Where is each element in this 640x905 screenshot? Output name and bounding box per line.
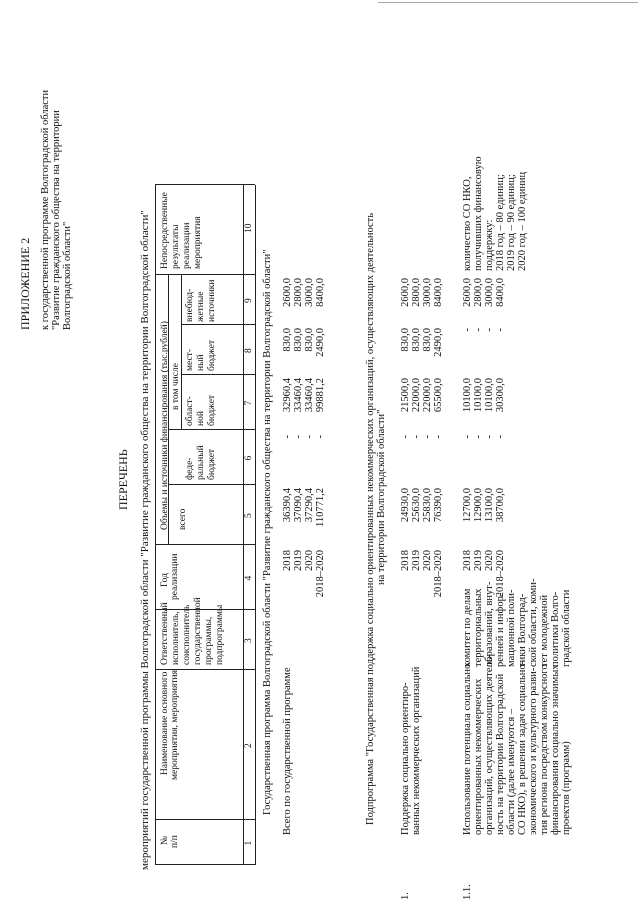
hdr-results-line: мероприятия [193, 216, 203, 269]
incl-divider [181, 275, 182, 430]
row11-regional-value: 10100,0 [473, 378, 484, 413]
total_row-years-value: 2020 [304, 550, 315, 571]
section-subprogram-2: на территории Волгоградской области" [376, 409, 387, 585]
total_row-federal-value: - [293, 435, 304, 439]
row11-executor-line: комитет по делам [462, 588, 473, 667]
row1-local-value: 830,0 [422, 328, 433, 352]
hdr-regional-line: бюджет [207, 394, 217, 426]
table-vline [155, 544, 255, 545]
row11-regional-value: 10100,0 [462, 378, 473, 413]
hdr-total: всего [178, 508, 188, 530]
hdr-results-line: Непосредственные [160, 192, 170, 269]
row11-local-value: - [484, 328, 495, 332]
row11-federal-value: - [484, 435, 495, 439]
hdr-results-line: результаты [171, 224, 181, 269]
row11-results-line: 2019 год – 90 единиц; [506, 174, 517, 271]
total_row-total-value: 110771,2 [315, 488, 326, 527]
total_row-local-value: 830,0 [282, 328, 293, 352]
row1-years-value: 2018 [400, 550, 411, 571]
column-number: 3 [244, 638, 254, 643]
total-row-name: Всего по государственной программе [282, 667, 293, 835]
total_row-years-value: 2018–2020 [315, 550, 326, 598]
row1-num: 1. [400, 892, 411, 900]
hdr-regional-line: ной [196, 411, 206, 426]
appendix-line-1: к государственной программе Волгоградской области [40, 89, 51, 330]
section-program: Государственная программа Волгоградской области "Развитие гражданского общества на территории Волгоградской области" [262, 249, 273, 815]
table-vline [155, 669, 255, 670]
row11-name-line: экономического и культурного разви- [528, 667, 539, 835]
row1-name-1: Поддержка социально ориентиро- [400, 682, 411, 835]
row11-executor-line: ренней и инфор- [495, 592, 506, 667]
row11-name-line: области (далее именуются – [506, 708, 517, 835]
column-number: 8 [244, 348, 254, 353]
funding-group-divider [168, 275, 169, 545]
row1-offbudget-value: 8400,0 [433, 278, 444, 307]
hdr-local-line: бюджет [207, 339, 217, 371]
hdr-local-line: ный [196, 354, 206, 371]
column-number: 1 [244, 840, 254, 846]
hdr-executor-line: Ответственный [160, 602, 170, 665]
hdr-local-line: мест- [185, 349, 195, 371]
doc-subtitle: мероприятий государственной программы Волгоградской области "Развитие гражданского общества на территории Волгоградской области" [139, 210, 151, 870]
total_row-years-value: 2019 [293, 550, 304, 571]
hdr-name-2: мероприятия, мероприятия [170, 670, 180, 780]
row11-executor-line: ской области, коми- [528, 578, 539, 667]
row11-offbudget-value: 2600,0 [462, 278, 473, 307]
row11-results-line: поддержку: [484, 219, 495, 271]
row1-local-value: 2490,0 [433, 328, 444, 357]
appendix-line-2: "Развитие гражданского общества на территории [51, 110, 62, 330]
total_row-regional-value: 33460,4 [304, 378, 315, 413]
row11-total-value: 38700,0 [495, 488, 506, 523]
table-vline [155, 864, 255, 865]
colnum-bottom-border [255, 185, 256, 865]
table-top-border [155, 185, 156, 865]
table-vline [181, 374, 255, 375]
row11-name-line: тия региона посредством конкурсного [539, 664, 550, 835]
total_row-local-value: 830,0 [304, 328, 315, 352]
total_row-regional-value: 33460,4 [293, 378, 304, 413]
row11-years-value: 2020 [484, 550, 495, 571]
total_row-years-value: 2018 [282, 550, 293, 571]
row11-federal-value: - [462, 435, 473, 439]
row11-results-line: количество СО НКО, [462, 176, 473, 271]
row1-federal-value: - [422, 435, 433, 439]
hdr-year-1: Год [160, 573, 170, 587]
row11-years-value: 2019 [473, 550, 484, 571]
row1-regional-value: 22000,0 [422, 378, 433, 413]
column-number: 4 [244, 575, 254, 581]
row11-years-value: 2018–2020 [495, 550, 506, 598]
row11-total-value: 13100,0 [484, 488, 495, 523]
table-vline [155, 274, 255, 275]
hdr-regional-line: област- [185, 396, 195, 426]
row1-years-value: 2019 [411, 550, 422, 571]
row11-results-line: получивших финансовую [473, 156, 484, 271]
total_row-federal-value: - [304, 435, 315, 439]
row11-name-line: Использование потенциала социально [462, 663, 473, 835]
hdr-year-2: реализации [170, 553, 180, 600]
hdr-incl: в том числе [171, 363, 181, 410]
table-vline [181, 324, 255, 325]
hdr-federal-line: ральный [196, 445, 206, 480]
row11-name-line: СО НКО), в решении задач социально- [517, 660, 528, 835]
row11-executor-line: территориальных [473, 588, 484, 667]
column-number: 2 [244, 743, 254, 748]
row1-local-value: 830,0 [400, 328, 411, 352]
hdr-funding-group: Объемы и источники финансирования (тыс.рублей) [160, 321, 170, 530]
total_row-total-value: 37290,4 [304, 488, 315, 523]
total_row-regional-value: 32960,4 [282, 378, 293, 413]
row1-local-value: 830,0 [411, 328, 422, 352]
column-number: 6 [244, 455, 254, 461]
row11-name-line: финансирования социально значимых [550, 664, 561, 835]
hdr-executor-line: соисполнитель [182, 604, 192, 665]
row11-executor-line: тики Волгоград- [517, 593, 528, 667]
row11-executor-line: мационной поли- [506, 589, 517, 667]
column-number: 9 [244, 298, 254, 303]
hdr-federal-line: феде- [185, 457, 195, 480]
row11-offbudget-value: 3000,0 [484, 278, 495, 307]
table-vline [155, 819, 255, 820]
hdr-executor-line: подпрограммы [215, 604, 225, 665]
row1-total-value: 24930,0 [400, 488, 411, 523]
total_row-federal-value: - [315, 435, 326, 439]
row11-name-line: организаций, осуществляющих деятель- [484, 653, 495, 835]
hdr-offbudget-line: источники [207, 279, 217, 322]
row11-executor-line: тет молодежной [539, 594, 550, 667]
table-vline [168, 429, 255, 430]
hdr-offbudget-line: внебюд- [185, 288, 195, 322]
total_row-local-value: 2490,0 [315, 328, 326, 357]
column-number: 5 [244, 513, 254, 518]
row11-local-value: - [473, 328, 484, 332]
row1-name-2: ванных некоммерческих организаций [411, 666, 422, 835]
total_row-federal-value: - [282, 435, 293, 439]
row11-offbudget-value: 8400,0 [495, 278, 506, 307]
row11-name-line: ность на территории Волгоградской [495, 673, 506, 835]
total_row-offbudget-value: 2600,0 [282, 278, 293, 307]
row11-name-line: проектов (программ) [561, 741, 572, 835]
row1-federal-value: - [433, 435, 444, 439]
total_row-regional-value: 99881,2 [315, 378, 326, 413]
row11-local-value: - [462, 328, 473, 332]
table-vline [155, 184, 255, 185]
row11-num: 1.1. [462, 884, 473, 900]
row1-years-value: 2018–2020 [433, 550, 444, 598]
total_row-total-value: 37090,4 [293, 488, 304, 523]
row1-years-value: 2020 [422, 550, 433, 571]
hdr-num-2: п/п [170, 835, 180, 848]
hdr-executor-line: программы, [204, 616, 214, 665]
total_row-total-value: 36390,4 [282, 488, 293, 523]
hdr-name-1: Наименование основного [160, 671, 170, 775]
row1-offbudget-value: 2800,0 [411, 278, 422, 307]
row1-federal-value: - [411, 435, 422, 439]
total_row-offbudget-value: 8400,0 [315, 278, 326, 307]
row1-federal-value: - [400, 435, 411, 439]
row1-regional-value: 21500,0 [400, 378, 411, 413]
row11-executor-line: образований, внут- [484, 581, 495, 667]
doc-title: ПЕРЕЧЕНЬ [116, 449, 130, 510]
row1-total-value: 76390,0 [433, 488, 444, 523]
total_row-local-value: 830,0 [293, 328, 304, 352]
row11-federal-value: - [473, 435, 484, 439]
row11-total-value: 12700,0 [462, 488, 473, 523]
row11-name-line: ориентированных некоммерческих [473, 678, 484, 835]
row11-offbudget-value: 2800,0 [473, 278, 484, 307]
row1-total-value: 25630,0 [411, 488, 422, 523]
header-bottom-border [243, 185, 244, 865]
total_row-offbudget-value: 3000,0 [304, 278, 315, 307]
section-subprogram-1: Подпрограмма "Государственная поддержка социально ориентированных некоммерческих организаций, осуществляющих деятельность [365, 212, 376, 825]
hdr-executor-line: исполнитель, [171, 611, 181, 665]
hdr-federal-line: бюджет [207, 448, 217, 480]
row1-regional-value: 65500,0 [433, 378, 444, 413]
row11-total-value: 12900,0 [473, 488, 484, 523]
table-vline [168, 484, 255, 485]
row11-results-line: 2018 год – 80 единиц; [495, 174, 506, 271]
table-vline [155, 609, 255, 610]
row11-years-value: 2018 [462, 550, 473, 571]
hdr-num-1: № [160, 835, 170, 845]
row11-executor-line: градской области [561, 589, 572, 667]
row1-regional-value: 22000,0 [411, 378, 422, 413]
row11-executor-line: политики Волго- [550, 591, 561, 667]
row11-federal-value: - [495, 435, 506, 439]
row1-offbudget-value: 3000,0 [422, 278, 433, 307]
row1-offbudget-value: 2600,0 [400, 278, 411, 307]
appendix-line-3: Волгоградской области" [62, 221, 73, 330]
column-number: 10 [244, 223, 254, 233]
row11-local-value: - [495, 328, 506, 332]
appendix-title: ПРИЛОЖЕНИЕ 2 [18, 237, 32, 330]
hdr-executor-line: государственной [193, 597, 203, 665]
column-number: 7 [244, 400, 254, 406]
hdr-offbudget-line: жетные [196, 291, 206, 322]
hdr-results-line: реализации [182, 222, 192, 269]
row11-results-line: 2020 год – 100 единиц [517, 171, 528, 271]
row11-regional-value: 30300,0 [495, 378, 506, 413]
total_row-offbudget-value: 2800,0 [293, 278, 304, 307]
row1-total-value: 25830,0 [422, 488, 433, 523]
row11-regional-value: 10100,0 [484, 378, 495, 413]
